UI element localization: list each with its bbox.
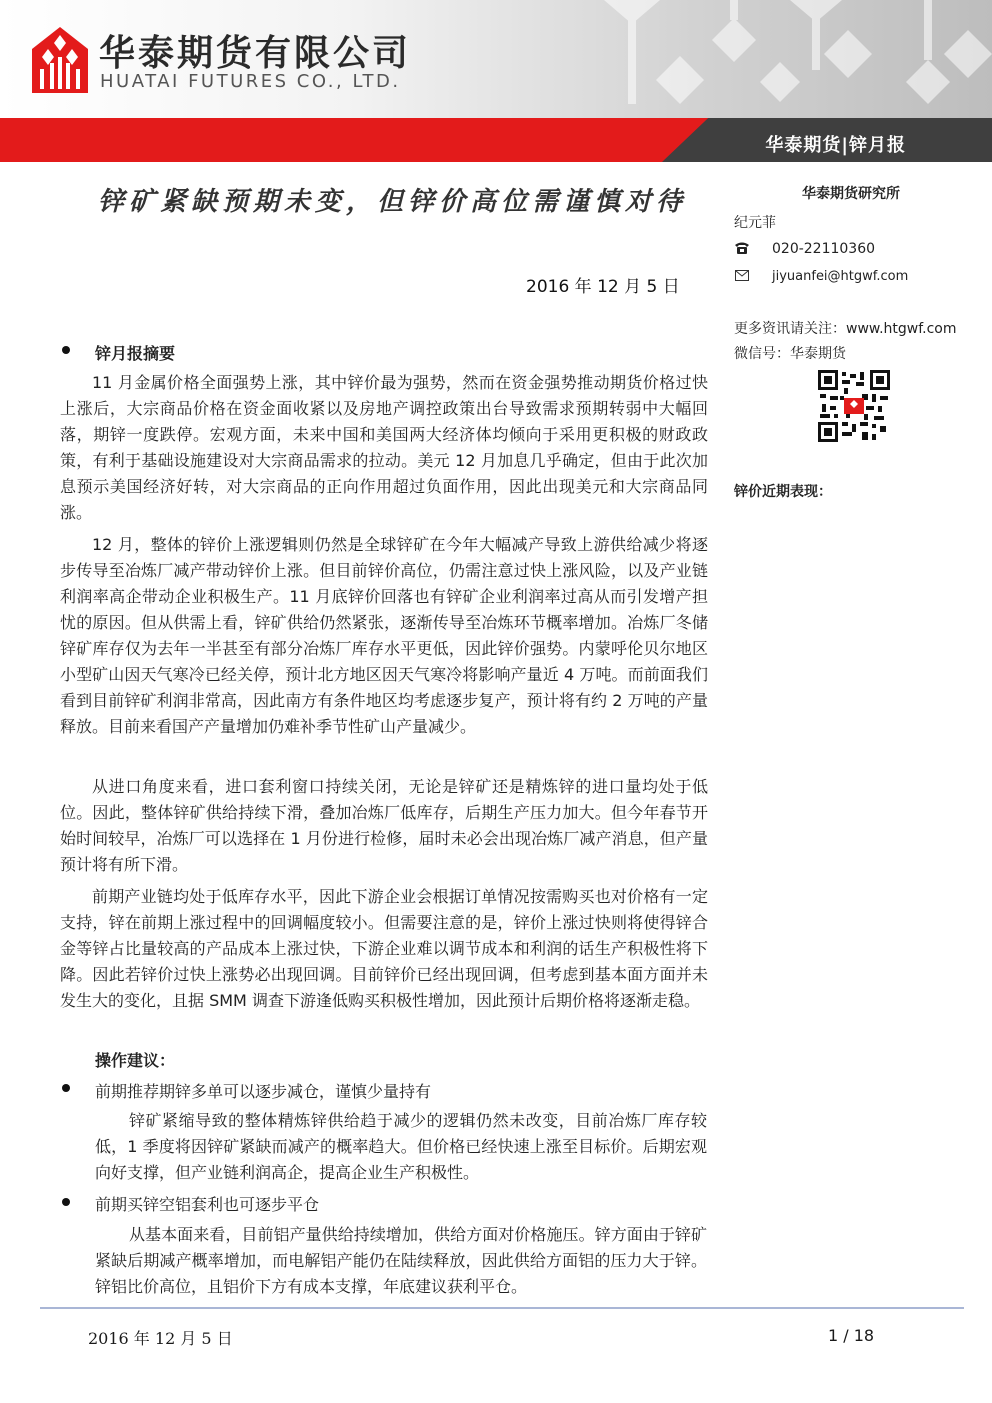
bullet-icon: [62, 346, 70, 354]
institute-name: 华泰期货研究所: [802, 186, 900, 202]
summary-paragraph: 从进口角度来看，进口套利窗口持续关闭，无论是锌矿还是精炼锌的进口量均处于低位。因此，整体锌矿供给持续下滑，叠加冶炼厂低库存，后期生产压力加大。但今年春节开始时间较早，冶炼厂可以选择在 1 月份进行检修，届时未必会出现冶炼厂减产消息，但产量预计将有所下滑。: [60, 777, 708, 874]
company-name-cn: 华泰期货有限公司: [99, 33, 412, 74]
qr-code-icon: [818, 370, 890, 442]
recent-performance-title: 锌价近期表现：: [734, 484, 832, 500]
summary-paragraph: 12 月，整体的锌价上涨逻辑则仍然是全球锌矿在今年大幅减产导致上游供给减少将逐步传导至冶炼厂减产带动锌价上涨。但目前锌价高位，仍需注意过快上涨风险，以及产业链利润率高企带动企业积极生产。11 月底锌价回落也有锌矿企业利润率过高从而引发增产担忧的原因。但从供需上看，锌矿供给仍然紧张，逐渐传导至冶炼环节概率增加。冶炼厂冬储锌矿库存仅为去年一半甚至有部分冶炼厂库存水平更低，因此锌价强势。内蒙呼伦贝尔地区小型矿山因天气寒冷已经关停，预计北方地区因天气寒冷将影响产量近 4 万吨。而前面我们看到目前锌矿利润非常高，因此南方有条件地区均考虑逐步复产，预计将有约 2 万吨的产量释放。目前来看国产产量增加仍难补季节性矿山产量减少。: [60, 535, 708, 736]
bullet-icon: [62, 1084, 70, 1092]
footer-divider: [40, 1307, 964, 1309]
operation-item-text: 锌矿紧缩导致的整体精炼锌供给趋于减少的逻辑仍然未改变，目前冶炼厂库存较低，1 季度将因锌矿紧缺而减产的概率趋大。但价格已经快速上涨至目标价。后期宏观向好支撑，但产业链利润高企，提高企业生产积极性。: [95, 1111, 707, 1182]
analyst-email[interactable]: jiyuanfei@htgwf.com: [772, 269, 909, 284]
report-type-label: 华泰期货|锌月报: [765, 135, 906, 156]
operations-heading: 操作建议：: [95, 1051, 176, 1070]
analyst-name: 纪元菲: [734, 215, 776, 231]
wechat-id: 微信号：华泰期货: [734, 346, 846, 362]
report-date: 2016 年 12 月 5 日: [526, 277, 680, 297]
footer-date: 2016 年 12 月 5 日: [88, 1329, 233, 1348]
summary-heading: 锌月报摘要: [95, 344, 176, 363]
company-name-en: HUATAI FUTURES CO., LTD.: [100, 71, 401, 92]
summary-paragraph: 前期产业链均处于低库存水平，因此下游企业会根据订单情况按需购买也对价格有一定支持，锌在前期上涨过程中的回调幅度较小。但需要注意的是，锌价上涨过快则将使得锌合金等锌占比量较高的产品成本上涨过快，下游企业难以调节成本和利润的话生产积极性将下降。因此若锌价过快上涨势必出现回调。目前锌价已经出现回调，但考虑到基本面方面并未发生大的变化，且据 SMM 调查下游逢低购买积极性增加，因此预计后期价格将逐渐走稳。: [60, 887, 708, 1010]
company-logo-icon: [32, 27, 88, 93]
operation-item-text: 从基本面来看，目前铝产量供给持续增加，供给方面对价格施压。锌方面由于锌矿紧缺后期减产概率增加，而电解铝产能仍在陆续释放，因此供给方面铝的压力大于锌。锌铝比价高位，且铝价下方有成本支撑，年底建议获利平仓。: [95, 1225, 707, 1296]
operation-item-title: 前期买锌空铝套利也可逐步平仓: [95, 1195, 320, 1214]
analyst-phone: 020-22110360: [772, 241, 876, 257]
phone-icon: [734, 241, 750, 255]
operation-item-title: 前期推荐期锌多单可以逐步减仓，谨慎少量持有: [95, 1082, 432, 1101]
more-info-link[interactable]: 更多资讯请关注：www.htgwf.com: [734, 321, 957, 337]
mail-icon: [735, 270, 749, 281]
page-number: 1 / 18: [828, 1326, 875, 1345]
report-title: 锌矿紧缺预期未变，但锌价高位需谨慎对待: [98, 187, 688, 217]
bullet-icon: [62, 1198, 70, 1206]
summary-paragraph: 11 月金属价格全面强势上涨，其中锌价最为强势，然而在资金强势推动期货价格过快上涨后，大宗商品价格在资金面收紧以及房地产调控政策出台导致需求预期转弱中大幅回落，期锌一度跌停。宏观方面，未来中国和美国两大经济体均倾向于采用更积极的财政政策，有利于基础设施建设对大宗商品需求的拉动。美元 12 月加息几乎确定，但由于此次加息预示美国经济好转，对大宗商品的正向作用超过负面作用，因此出现美元和大宗商品同涨。: [60, 373, 708, 522]
